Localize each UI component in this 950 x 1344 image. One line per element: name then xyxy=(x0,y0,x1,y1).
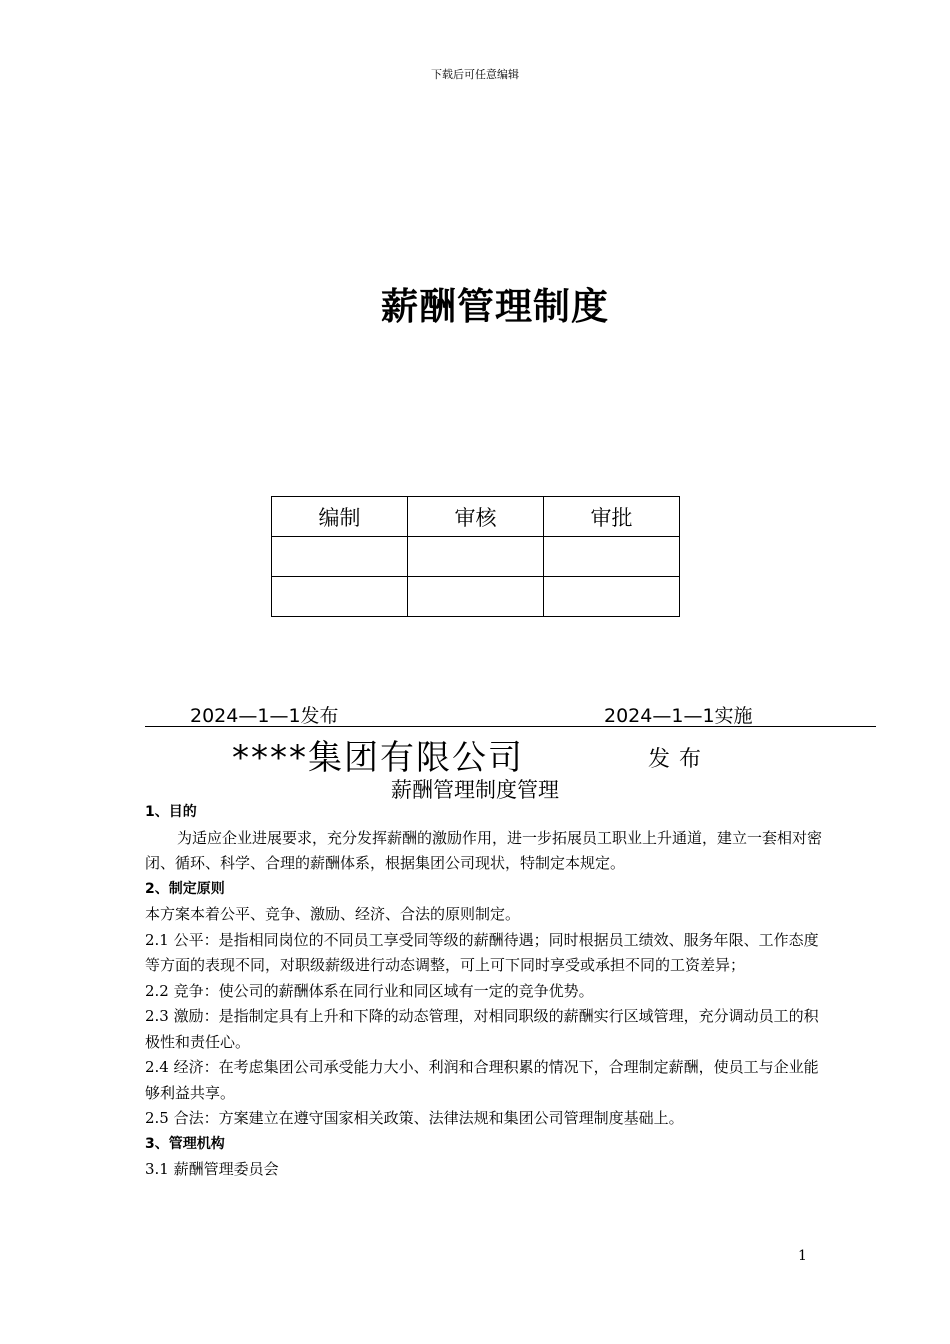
section-heading: 1、目的 xyxy=(145,804,197,820)
company-name: ****集团有限公司 xyxy=(232,738,524,778)
section-heading: 3、管理机构 xyxy=(145,1135,225,1152)
signoff-header-compile: 编制 xyxy=(272,497,408,537)
signoff-cell xyxy=(408,577,544,617)
paragraph: 2.4 经济：在考虑集团公司承受能力大小、利润和合理积累的情况下，合理制定薪酬，使员工与企业能够利益共享。 xyxy=(145,1058,819,1102)
header-note: 下载后可任意编辑 xyxy=(431,68,519,81)
paragraph: 3.1 薪酬管理委员会 xyxy=(145,1160,279,1178)
signoff-cell xyxy=(544,537,680,577)
signoff-cell xyxy=(272,537,408,577)
document-body xyxy=(145,800,825,1183)
publish-label: 发布 xyxy=(648,747,711,772)
document-subtitle: 薪酬管理制度管理 xyxy=(391,778,559,802)
signoff-header-approve: 审批 xyxy=(544,497,680,537)
effective-date: 2024—1—1实施 xyxy=(604,705,753,727)
paragraph: 2.1 公平：是指相同岗位的不同员工享受同等级的薪酬待遇；同时根据员工绩效、服务年限、工作态度等方面的表现不同，对职级薪级进行动态调整，可上可下同时享受或承担不同的工资差异； xyxy=(145,930,819,974)
paragraph: 2.5 合法：方案建立在遵守国家相关政策、法律法规和集团公司管理制度基础上。 xyxy=(145,1109,684,1127)
release-date: 2024—1—1发布 xyxy=(190,705,339,727)
divider-line xyxy=(145,726,876,727)
page-number: 1 xyxy=(798,1248,807,1264)
signoff-cell xyxy=(272,577,408,617)
paragraph: 本方案本着公平、竞争、激励、经济、合法的原则制定。 xyxy=(145,905,521,923)
signoff-cell xyxy=(544,577,680,617)
signoff-row xyxy=(272,537,680,577)
paragraph: 2.3 激励：是指制定具有上升和下降的动态管理，对相同职级的薪酬实行区域管理，充分调动员工的积极性和责任心。 xyxy=(145,1007,819,1051)
section-heading: 2、制定原则 xyxy=(145,880,225,897)
document-title: 薪酬管理制度 xyxy=(381,285,609,328)
signoff-header-review: 审核 xyxy=(408,497,544,537)
paragraph: 为适应企业进展要求，充分发挥薪酬的激励作用，进一步拓展员工职业上升通道，建立一套相对密闭、循环、科学、合理的薪酬体系，根据集团公司现状，特制定本规定。 xyxy=(145,828,823,872)
signoff-table xyxy=(271,496,680,617)
signoff-row xyxy=(272,577,680,617)
signoff-cell xyxy=(408,537,544,577)
paragraph: 2.2 竞争：使公司的薪酬体系在同行业和同区域有一定的竞争优势。 xyxy=(145,981,594,1000)
signoff-header-row xyxy=(272,497,680,537)
